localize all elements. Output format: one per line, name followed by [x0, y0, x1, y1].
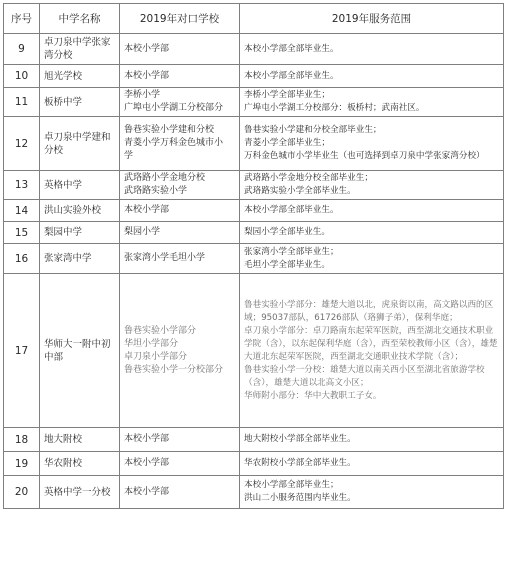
table-row — [4, 88, 504, 117]
service-range-line: 华师附小部分：华中大教职工子女。 — [244, 390, 382, 401]
service-range — [240, 428, 504, 452]
school-name-line: 分校 — [44, 144, 64, 156]
service-range-line: 李桥小学全部毕业生； — [244, 90, 330, 100]
target-schools — [120, 117, 240, 171]
service-range-line: 卓刀泉小学部分：卓刀路南东起荣军医院，西至湖北交通技术职业学院（含），以东起保利华庭（含），西至荣校教师小区（含），雄楚大道北东起荣军医院，西至湖北交通职业技术学院（含）； — [244, 325, 498, 362]
service-range-line: 鲁巷实验小学一分校：雄楚大道以南关西小区至湖北省旅游学校（含），雄楚大道以北高文小区； — [244, 364, 485, 388]
service-range-line: 万科金色城市小学毕业生（也可选择到卓刀泉中学张家湾分校） — [244, 151, 485, 161]
table-row — [4, 200, 504, 222]
target-school-line: 张家湾小学毛坦小学 — [124, 253, 206, 263]
school-name — [40, 117, 120, 171]
service-range-line: 毛坦小学全部毕业生。 — [244, 259, 330, 270]
school-name-line: 华师大一附中初 — [44, 338, 111, 350]
target-schools — [120, 34, 240, 65]
service-range — [240, 171, 504, 200]
service-range — [240, 65, 504, 88]
row-index: 16 — [4, 244, 40, 274]
target-school-line: 学 — [124, 151, 134, 161]
school-name-line: 华农附校 — [44, 458, 83, 469]
row-index: 20 — [4, 476, 40, 509]
school-name — [40, 65, 120, 88]
table-row — [4, 171, 504, 200]
school-name-line: 中部 — [44, 351, 64, 363]
target-school-line: 华坦小学部分 — [124, 338, 179, 349]
row-index: 12 — [4, 117, 40, 171]
service-range — [240, 274, 504, 428]
service-range-line: 本校小学部全部毕业生。 — [244, 205, 339, 215]
target-schools — [120, 244, 240, 274]
target-school-line: 本校小学部 — [124, 486, 170, 497]
row-index: 10 — [4, 65, 40, 88]
table-row — [4, 476, 504, 509]
school-name — [40, 200, 120, 222]
row-index: 11 — [4, 88, 40, 117]
service-range-line: 本校小学部全部毕业生。 — [244, 70, 339, 81]
service-range-line: 鲁巷实验小学建和分校全部毕业生； — [244, 125, 382, 135]
table-row — [4, 428, 504, 452]
target-school-line: 本校小学部 — [124, 205, 170, 215]
school-name — [40, 452, 120, 476]
header-index: 序号 — [4, 4, 40, 34]
target-schools — [120, 88, 240, 117]
table-row — [4, 34, 504, 65]
service-range — [240, 88, 504, 117]
school-name — [40, 274, 120, 428]
target-school-line: 鲁巷实验小学一分校部分 — [124, 364, 224, 375]
row-index: 9 — [4, 34, 40, 65]
school-name-line: 板桥中学 — [44, 96, 83, 108]
service-range — [240, 452, 504, 476]
target-school-line: 武珞路小学金地分校 — [124, 173, 206, 183]
target-schools — [120, 452, 240, 476]
header-target-school: 2019年对口学校 — [120, 4, 240, 34]
row-index: 18 — [4, 428, 40, 452]
target-schools — [120, 200, 240, 222]
target-school-line: 鲁巷实验小学部分 — [124, 325, 197, 336]
service-range-line: 武珞路小学金地分校全部毕业生； — [244, 173, 373, 183]
school-name-line: 英格中学 — [44, 179, 83, 191]
service-range-line: 洪山二小服务范围内毕业生。 — [244, 493, 356, 503]
service-range-line: 本校小学部全部毕业生； — [244, 480, 339, 490]
target-school-line: 梨园小学 — [124, 227, 161, 237]
table-container — [3, 3, 504, 509]
table-body — [4, 34, 504, 509]
row-index: 15 — [4, 222, 40, 244]
service-range-line: 本校小学部全部毕业生。 — [244, 43, 339, 54]
school-name — [40, 88, 120, 117]
target-school-line: 本校小学部 — [124, 458, 170, 468]
service-range-line: 张家湾小学全部毕业生； — [244, 246, 339, 257]
target-schools — [120, 274, 240, 428]
school-name-line: 旭光学校 — [44, 70, 83, 82]
school-name — [40, 476, 120, 509]
school-service-table — [3, 3, 504, 509]
target-school-line: 武珞路实验小学 — [124, 186, 188, 196]
service-range-line: 梨园小学全部毕业生。 — [244, 227, 330, 237]
target-school-line: 本校小学部 — [124, 70, 170, 81]
target-schools — [120, 476, 240, 509]
school-name — [40, 222, 120, 244]
target-schools — [120, 65, 240, 88]
target-school-line: 本校小学部 — [124, 43, 170, 54]
school-name-line: 地大附校 — [44, 434, 83, 445]
school-name-line: 英格中学一分校 — [44, 486, 111, 498]
school-name — [40, 428, 120, 452]
service-range-line: 地大附校小学部全部毕业生。 — [244, 434, 356, 444]
table-row — [4, 244, 504, 274]
school-name-line: 张家湾中学 — [44, 253, 92, 264]
target-schools — [120, 171, 240, 200]
target-school-line: 青菱小学万科金色城市小 — [124, 138, 224, 148]
table-row — [4, 222, 504, 244]
service-range-line: 青菱小学全部毕业生； — [244, 138, 330, 148]
table-row — [4, 65, 504, 88]
school-name — [40, 34, 120, 65]
target-school-line: 李桥小学 — [124, 90, 161, 100]
table-row — [4, 274, 504, 428]
service-range — [240, 34, 504, 65]
school-name — [40, 244, 120, 274]
target-school-line: 卓刀泉小学部分 — [124, 351, 188, 362]
row-index: 17 — [4, 274, 40, 428]
target-school-line: 本校小学部 — [124, 434, 170, 444]
table-row — [4, 117, 504, 171]
service-range — [240, 244, 504, 274]
service-range — [240, 200, 504, 222]
school-name-line: 洪山实验外校 — [44, 205, 102, 216]
target-schools — [120, 428, 240, 452]
school-name — [40, 171, 120, 200]
header-row — [4, 4, 504, 34]
target-school-line: 鲁巷实验小学建和分校 — [124, 125, 215, 135]
table-row — [4, 452, 504, 476]
service-range-line: 武珞路实验小学全部毕业生。 — [244, 186, 356, 196]
service-range-line: 鲁巷实验小学部分：雄楚大道以北，虎泉街以南，高文路以西的区域；95037部队，61726部队（珞狮子弟），保利华庭； — [244, 299, 494, 323]
service-range-line: 广埠屯小学湖工分校部分：板桥村；武南社区。 — [244, 103, 425, 113]
header-service-range: 2019年服务范围 — [240, 4, 504, 34]
service-range — [240, 117, 504, 171]
service-range — [240, 476, 504, 509]
row-index: 19 — [4, 452, 40, 476]
school-name-line: 梨园中学 — [44, 227, 83, 238]
target-school-line: 广埠屯小学湖工分校部分 — [124, 103, 224, 113]
service-range — [240, 222, 504, 244]
row-index: 14 — [4, 200, 40, 222]
school-name-line: 湾分校 — [44, 50, 73, 61]
row-index: 13 — [4, 171, 40, 200]
service-range-line: 华农附校小学部全部毕业生。 — [244, 458, 356, 468]
school-name-line: 卓刀泉中学建和 — [44, 131, 111, 143]
school-name-line: 卓刀泉中学张家 — [44, 37, 111, 48]
target-schools — [120, 222, 240, 244]
header-school-name: 中学名称 — [40, 4, 120, 34]
